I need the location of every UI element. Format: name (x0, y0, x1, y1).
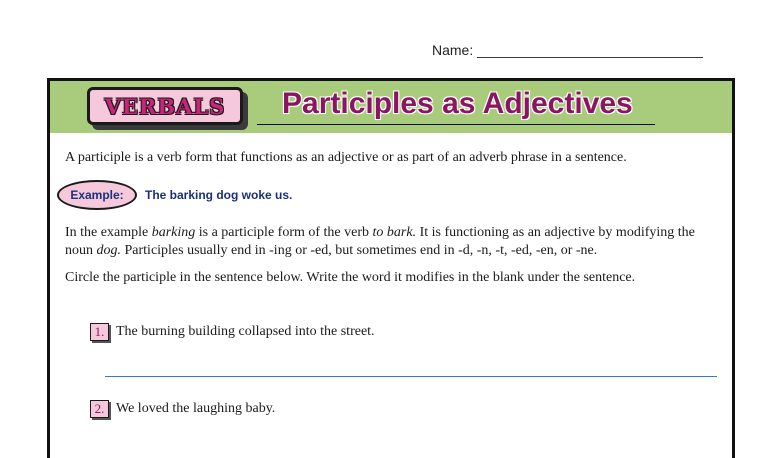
name-label: Name: (432, 42, 474, 58)
explanation-term-to-bark: to bark. (372, 225, 417, 240)
item-sentence-1[interactable]: The burning building collapsed into the street. (116, 324, 375, 339)
intro-paragraph: A participle is a verb form that functions as an adjective or as part of an adverb phrase in a sentence. (65, 150, 627, 165)
explanation-text-1: In the example (65, 225, 152, 240)
worksheet-panel (47, 78, 735, 458)
explanation-text-3: It is functioning as an adjective by modifying the noun (65, 225, 695, 258)
instructions-paragraph: Circle the participle in the sentence below. Write the word it modifies in the blank under the sentence. (65, 270, 636, 285)
title-underline (257, 124, 655, 125)
explanation-paragraph (65, 224, 725, 260)
explanation-term-dog: dog. (96, 243, 121, 258)
item-number-2: 2. (90, 400, 109, 418)
example-sentence: The barking dog woke us. (145, 188, 293, 202)
name-field (432, 42, 703, 58)
example-badge (57, 180, 137, 210)
page-title: Participles as Adjectives (282, 87, 633, 120)
explanation-text-2: is a participle form of the verb (195, 225, 373, 240)
item-sentence-2[interactable]: We loved the laughing baby. (116, 401, 276, 416)
item-number-1: 1. (90, 323, 109, 341)
answer-blank-1[interactable] (105, 376, 717, 377)
explanation-text-4: Participles usually end in -ing or -ed, but sometimes end in -d, -n, -t, -ed, -en, or -ne. (121, 243, 598, 258)
explanation-term-barking: barking (151, 225, 196, 240)
verbals-badge-label: VERBALS (104, 93, 226, 119)
exercise-item-2 (90, 400, 275, 418)
example-badge-label: Example: (70, 188, 124, 202)
title-banner (50, 81, 732, 133)
verbals-badge (87, 87, 243, 125)
exercise-item-1 (90, 323, 375, 341)
name-blank: _____________________________ (477, 42, 703, 58)
